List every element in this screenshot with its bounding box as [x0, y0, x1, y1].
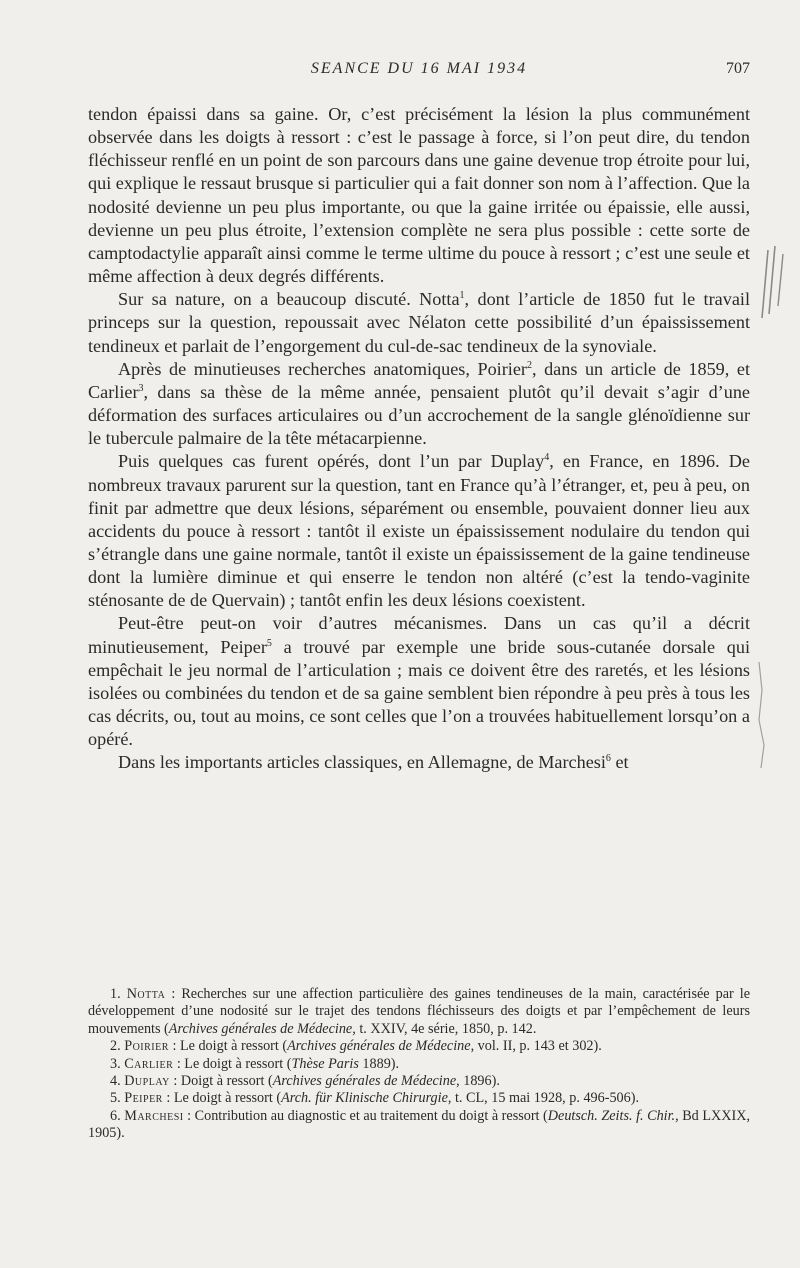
text-run: , t. CL, 15 mai 1928, p. 496-506).: [447, 1090, 640, 1107]
text-run: 5.: [110, 1090, 125, 1107]
footnote-source-title: Deutsch. Zeits. f. Chir.: [547, 1107, 676, 1124]
text-run: , Bd LXXIX, 1905).: [88, 1107, 750, 1142]
text-run: 1889).: [358, 1055, 400, 1072]
footnote-reference: 2: [526, 359, 532, 371]
footnote-author: Notta: [126, 986, 166, 1002]
text-run: , dans un article de 1859, et Carlier: [88, 358, 750, 402]
footnote-reference: 5: [266, 637, 272, 649]
text-run: Peut-être peut-on voir d’autres mécanismes. Dans un cas qu’il a décrit minutieusement, Peiper: [88, 613, 750, 657]
body-paragraph: [88, 288, 750, 357]
footnote-reference: 4: [544, 452, 550, 464]
running-head: SEANCE DU 16 MAI 1934: [310, 60, 528, 77]
text-run: Sur sa nature, on a beaucoup discuté. Notta: [118, 289, 460, 310]
footnote-reference: 1: [459, 290, 465, 302]
footnote-reference: 3: [138, 382, 144, 394]
footnote-author: Duplay: [124, 1073, 170, 1090]
body-paragraph: [88, 103, 750, 288]
page-header: [88, 60, 750, 84]
text-run: , dont l’article de 1850 fut le travail princeps sur la question, repoussait avec Nélaton cette possibilité d’un épaississement tendineux et parlait de l’engorgement du cul-de-sac tendineux de la synoviale.: [88, 289, 751, 356]
body-paragraph: [88, 450, 750, 612]
page-number: 707: [726, 60, 750, 77]
text-run: : Doigt à ressort (: [169, 1073, 273, 1090]
text-run: : Contribution au diagnostic et au traitement du doigt à ressort (: [183, 1107, 548, 1124]
text-run: , vol. II, p. 143 et 302).: [470, 1038, 602, 1055]
text-run: : Le doigt à ressort (: [162, 1090, 282, 1107]
footnote: [88, 1090, 750, 1107]
text-run: Dans les importants articles classiques, en Allemagne, de Marchesi: [118, 752, 606, 773]
footnote-source-title: Archives générales de Médecine: [168, 1020, 353, 1037]
footnote-author: Poirier: [124, 1038, 169, 1055]
text-run: , en France, en 1896. De nombreux travaux parurent sur la question, tant en France qu’à l’étranger, et, peu à peu, on finit par admettre que deux lésions, séparément ou ensemble, pouvaient donner lieu aux accidents du pouce à ressort : tantôt il existe un épaississement nodulaire du tendon qui s’étrangle dans une gaine normale, tantôt il existe un épaississement de la gaine tendineuse dont la lumière diminue et qui enserre le tendon non altéré (c’est la tendo-vaginite sténosante de de Quervain) ; tantôt enfin les deux lésions coexistent.: [88, 451, 750, 611]
text-run: , 1896).: [456, 1073, 500, 1090]
text-run: 4.: [110, 1073, 125, 1090]
text-run: a trouvé par exemple une bride sous-cutanée dorsale qui empêchait le jeu normal de l’articulation ; mais ce doivent être des raretés, et les lésions isolées ou combinées du tendon et de sa gaine semblent bien répondre à peu près à tous les cas décrits, ou, tout au moins, ce sont celles que l’on a trouvées habituellement lorsqu’on a opéré.: [88, 636, 751, 750]
footnote-author: Peiper: [124, 1090, 163, 1107]
text-run: et: [610, 752, 629, 773]
footnote: [88, 1038, 750, 1055]
footnotes: [88, 986, 750, 1143]
pencil-margin-bracket: [756, 660, 770, 770]
text-run: , t. XXIV, 4e série, 1850, p. 142.: [352, 1020, 537, 1037]
text-run: tendon épaissi dans sa gaine. Or, c’est précisément la lésion la plus communément observée dans les doigts à ressort : c’est le passage à force, si l’on peut dire, du tendon fléchisseur renflé en un point de son parcours dans une gaine devenue trop étroite pour lui, qui explique le ressaut brusque si particulier qui a fait donner son nom à l’affection. Que la nodosité devienne un peu plus importante, ou que la gaine irritée ou épaissie, elle aussi, devienne un peu plus étroite, l’extension complète ne sera plus possible : cette sorte de camptodactylie apparaît ainsi comme le terme ultime du pouce à ressort ; c’est une seule et même affection à deux degrés différents.: [88, 104, 750, 287]
footnote: [88, 986, 750, 1038]
pencil-margin-mark: [758, 244, 786, 324]
footnote-reference: 6: [605, 753, 611, 765]
body-paragraph: [88, 612, 750, 751]
text-run: 6.: [110, 1107, 125, 1124]
footnote: [88, 1073, 750, 1090]
text-run: , dans sa thèse de la même année, pensaient plutôt qu’il devait s’agir d’une déformation des surfaces articulaires ou d’un accrochement de la sangle glénoïdienne sur le tubercule palmaire de la tête métacarpienne.: [88, 381, 750, 449]
text-run: Après de minutieuses recherches anatomiques, Poirier: [118, 358, 527, 379]
text-run: 3.: [110, 1055, 125, 1072]
text-run: : Recherches sur une affection particulière des gaines tendineuses de la main, caractérisée par le développement d’une nodosité sur le trajet des tendons fléchisseurs des doigts et par l’empêchement de leurs mouvements (: [88, 986, 751, 1037]
body-text: [88, 103, 750, 775]
text-run: 1.: [110, 986, 127, 1002]
body-paragraph: [88, 358, 750, 451]
text-run: 2.: [110, 1038, 125, 1055]
text-run: : Le doigt à ressort (: [168, 1038, 288, 1055]
footnote-author: Marchesi: [124, 1107, 184, 1124]
footnote-source-title: Arch. für Klinische Chirurgie: [281, 1090, 448, 1107]
footnote-source-title: Archives générales de Médecine: [272, 1073, 457, 1090]
footnote: [88, 1056, 750, 1073]
footnote-source-title: Archives générales de Médecine: [287, 1038, 471, 1055]
footnote: [88, 1108, 750, 1143]
footnote-source-title: Thèse Paris: [291, 1055, 359, 1072]
text-run: Puis quelques cas furent opérés, dont l’un par Duplay: [118, 451, 545, 472]
body-paragraph: [88, 751, 750, 774]
text-run: : Le doigt à ressort (: [173, 1055, 292, 1072]
footnote-author: Carlier: [124, 1055, 174, 1072]
